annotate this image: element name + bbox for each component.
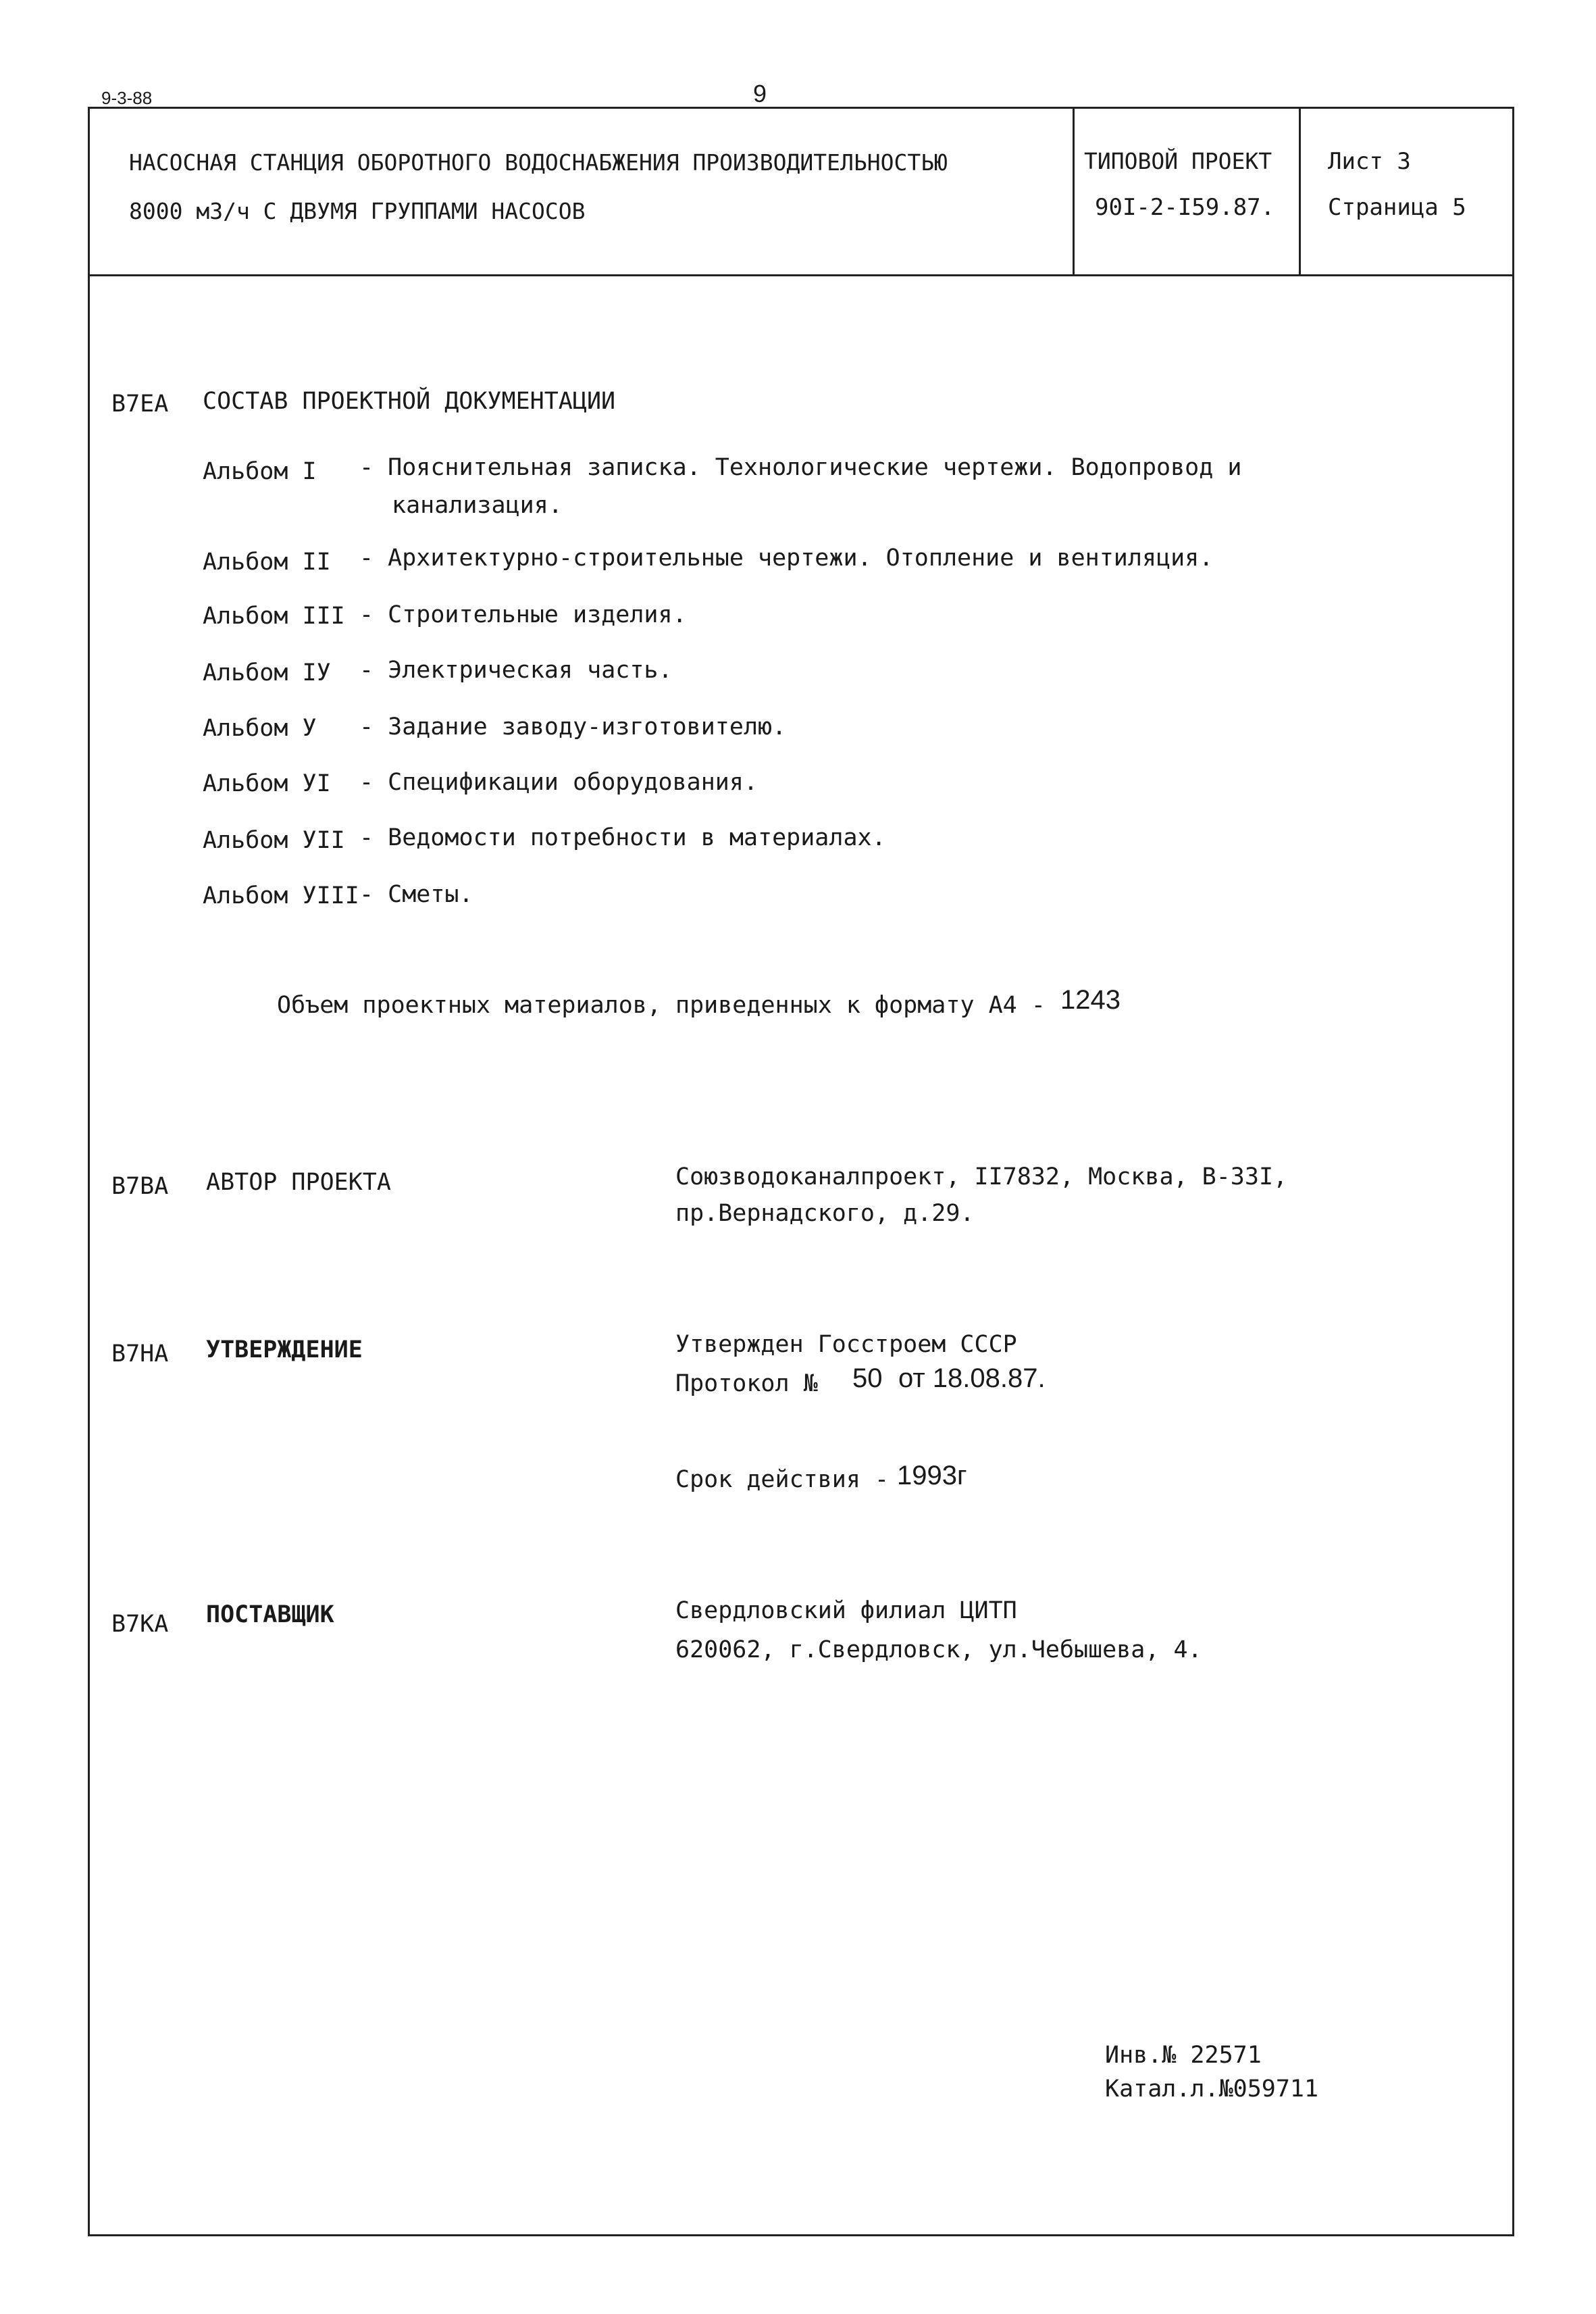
validity-value: 1993г bbox=[897, 1461, 967, 1490]
album-description: - Спецификации оборудования. bbox=[359, 769, 758, 796]
document-code: 9-3-88 bbox=[101, 88, 153, 108]
album-description: - Строительные изделия. bbox=[359, 601, 687, 628]
album-description: - Ведомости потребности в материалах. bbox=[359, 824, 886, 851]
protocol-number: 50 bbox=[852, 1363, 883, 1393]
section-code-supplier: В7КА bbox=[111, 1611, 169, 1638]
album-description: - Архитектурно-строительные чертежи. Отопление и вентиляция. bbox=[359, 545, 1214, 572]
author-address-line-1: Союзводоканалпроект, II7832, Москва, В-33I, bbox=[675, 1163, 1288, 1190]
sheet-cell bbox=[1301, 109, 1512, 274]
project-number: 90I-2-I59.87. bbox=[1095, 194, 1275, 221]
author-address-line-2: пр.Вернадского, д.29. bbox=[675, 1200, 975, 1227]
validity-prefix: Срок действия - bbox=[675, 1466, 890, 1493]
album-name: Альбом III bbox=[203, 603, 345, 630]
section-code-composition: В7ЕА bbox=[111, 391, 169, 418]
album-description: - Электрическая часть. bbox=[359, 657, 673, 684]
album-name: Альбом II bbox=[203, 549, 331, 576]
approval-label: УТВЕРЖДЕНИЕ bbox=[206, 1336, 363, 1363]
composition-heading: СОСТАВ ПРОЕКТНОЙ ДОКУМЕНТАЦИИ bbox=[203, 388, 616, 415]
title-line-1: НАСОСНАЯ СТАНЦИЯ ОБОРОТНОГО ВОДОСНАБЖЕНИЯ ПРОИЗВОДИТЕЛЬНОСТЬЮ bbox=[129, 149, 948, 176]
supplier-label: ПОСТАВЩИК bbox=[206, 1601, 334, 1628]
approval-line-1: Утвержден Госстроем СССР bbox=[675, 1331, 1017, 1358]
title-line-2: 8000 м3/ч С ДВУМЯ ГРУППАМИ НАСОСОВ bbox=[129, 198, 586, 224]
project-cell bbox=[1075, 109, 1301, 274]
supplier-line-1: Свердловский филиал ЦИТП bbox=[675, 1597, 1017, 1624]
volume-statement: Объем проектных материалов, приведенных к формату А4 - bbox=[277, 992, 1046, 1019]
protocol-date: от 18.08.87. bbox=[898, 1363, 1046, 1393]
section-code-approval: В7НА bbox=[111, 1340, 169, 1367]
album-name: Альбом УIII bbox=[203, 882, 359, 909]
page-label: Страница 5 bbox=[1328, 194, 1466, 221]
album-name: Альбом УII bbox=[203, 827, 345, 854]
album-name: Альбом I bbox=[203, 458, 317, 485]
title-block bbox=[90, 109, 1512, 276]
album-name: Альбом У bbox=[203, 715, 317, 742]
author-label: АВТОР ПРОЕКТА bbox=[206, 1169, 391, 1196]
sheet-label: Лист 3 bbox=[1328, 148, 1411, 175]
page-number: 9 bbox=[753, 80, 767, 107]
album-description-continued: канализация. bbox=[392, 492, 563, 519]
project-label: ТИПОВОЙ ПРОЕКТ bbox=[1084, 148, 1272, 174]
protocol-prefix: Протокол № bbox=[675, 1370, 818, 1397]
volume-value: 1243 bbox=[1060, 985, 1121, 1015]
album-description: - Сметы. bbox=[359, 881, 473, 908]
title-cell bbox=[90, 109, 1075, 274]
section-code-author: В7ВА bbox=[111, 1173, 169, 1200]
inventory-number: Инв.№ 22571 bbox=[1105, 2042, 1262, 2069]
supplier-line-2: 620062, г.Свердловск, ул.Чебышева, 4. bbox=[675, 1636, 1202, 1663]
catalog-number: Катал.л.№059711 bbox=[1105, 2076, 1319, 2103]
album-description: - Задание заводу-изготовителю. bbox=[359, 713, 787, 740]
album-description: - Пояснительная записка. Технологические чертежи. Водопровод и bbox=[359, 454, 1242, 481]
album-name: Альбом УI bbox=[203, 770, 331, 797]
album-name: Альбом IУ bbox=[203, 659, 331, 686]
